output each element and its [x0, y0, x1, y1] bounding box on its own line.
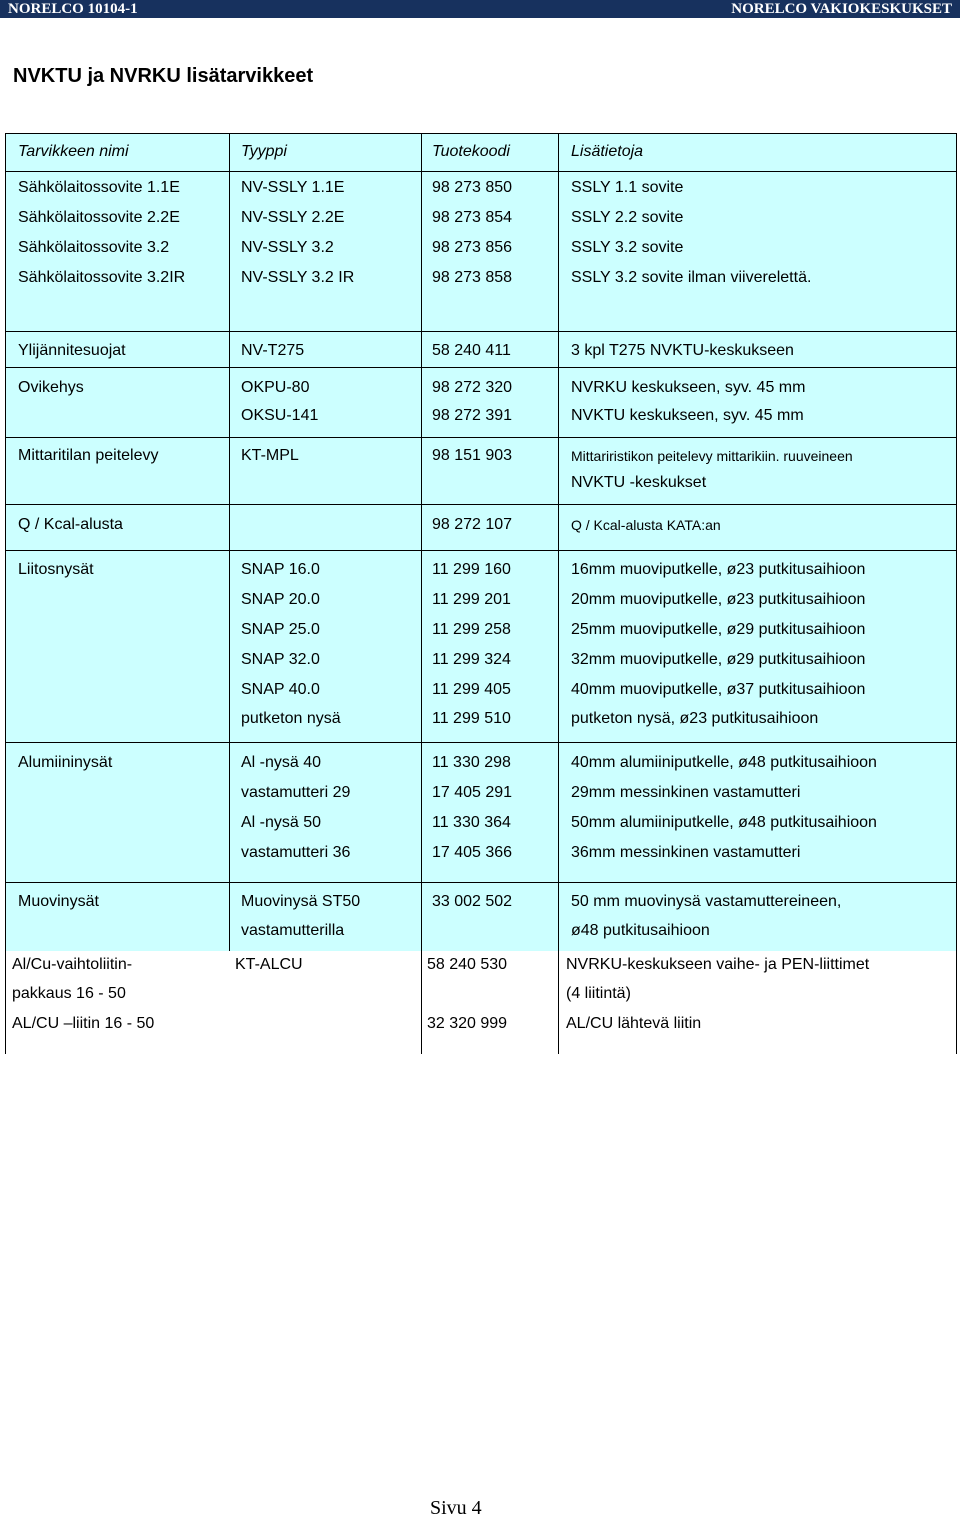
cell-info: 32mm muoviputkelle, ø29 putkitusaihioon: [571, 651, 866, 668]
row-separator: [5, 331, 957, 332]
cell-name: Sähkölaitossovite 1.1E: [18, 179, 180, 196]
cell-code: 58 240 411: [432, 342, 511, 359]
column-header-info: Lisätietoja: [571, 143, 644, 160]
table-right-border: [956, 133, 957, 1054]
cell-info: SSLY 3.2 sovite ilman viiverelettä.: [571, 269, 812, 286]
cell-info: 36mm messinkinen vastamutteri: [571, 844, 801, 861]
cell-name: Sähkölaitossovite 3.2: [18, 239, 170, 256]
cell-type: SNAP 16.0: [241, 561, 320, 578]
cell-info: Mittariristikon peitelevy mittarikiin. ruuveineen: [571, 448, 853, 464]
cell-name: Ylijännitesuojat: [18, 342, 126, 359]
cell-type: vastamutteri 29: [241, 784, 351, 801]
cell-type: NV-SSLY 2.2E: [241, 209, 345, 226]
cell-code: 11 299 160: [432, 561, 511, 578]
table-left-border: [5, 133, 6, 1054]
cell-type: Al -nysä 40: [241, 754, 322, 771]
cell-type: NV-SSLY 1.1E: [241, 179, 345, 196]
cell-info: SSLY 2.2 sovite: [571, 209, 684, 226]
cell-type: vastamutteri 36: [241, 844, 351, 861]
page-number: Sivu 4: [430, 1497, 482, 1519]
cell-name: pakkaus 16 - 50: [12, 985, 126, 1002]
cell-code: 98 273 858: [432, 269, 513, 286]
row-separator: [5, 504, 957, 505]
cell-type: SNAP 20.0: [241, 591, 320, 608]
cell-info: SSLY 1.1 sovite: [571, 179, 684, 196]
header-left-text: NORELCO 10104-1: [8, 1, 138, 17]
cell-info: NVRKU-keskukseen vaihe- ja PEN-liittimet: [566, 956, 870, 973]
cell-type: NV-SSLY 3.2: [241, 239, 334, 256]
cell-name: Liitosnysät: [18, 561, 94, 578]
cell-code: 17 405 291: [432, 784, 513, 801]
cell-info: NVKTU -keskukset: [571, 474, 707, 491]
cell-code: 58 240 530: [427, 956, 508, 973]
cell-name: Sähkölaitossovite 3.2IR: [18, 269, 186, 286]
column-divider: [421, 133, 422, 1054]
cell-type: SNAP 40.0: [241, 681, 320, 698]
table-top-border: [5, 133, 957, 134]
cell-type: OKSU-141: [241, 407, 319, 424]
cell-info: ø48 putkitusaihioon: [571, 922, 710, 939]
cell-type: NV-SSLY 3.2 IR: [241, 269, 355, 286]
cell-info: (4 liitintä): [566, 985, 631, 1002]
cell-type: OKPU-80: [241, 379, 310, 396]
cell-name: AL/CU –liitin 16 - 50: [12, 1015, 155, 1032]
cell-name: Al/Cu-vaihtoliitin-: [12, 956, 133, 973]
cell-code: 98 272 320: [432, 379, 513, 396]
cell-info: 50mm alumiiniputkelle, ø48 putkitusaihioon: [571, 814, 877, 831]
column-divider: [558, 133, 559, 1054]
cell-name: Sähkölaitossovite 2.2E: [18, 209, 180, 226]
cell-type: KT-MPL: [241, 447, 299, 464]
header-right-text: NORELCO VAKIOKESKUKSET: [731, 1, 952, 17]
cell-code: 32 320 999: [427, 1015, 508, 1032]
cell-code: 98 151 903: [432, 447, 513, 464]
cell-code: 98 273 850: [432, 179, 513, 196]
cell-name: Mittaritilan peitelevy: [18, 447, 159, 464]
row-separator: [5, 742, 957, 743]
cell-info: NVKTU keskukseen, syv. 45 mm: [571, 407, 804, 424]
column-divider: [229, 133, 230, 951]
cell-info: 25mm muoviputkelle, ø29 putkitusaihioon: [571, 621, 866, 638]
column-header-code: Tuotekoodi: [432, 143, 510, 160]
cell-info: 40mm muoviputkelle, ø37 putkitusaihioon: [571, 681, 866, 698]
cell-code: 11 330 364: [432, 814, 511, 831]
cell-name: Q / Kcal-alusta: [18, 516, 123, 533]
cell-code: 11 299 405: [432, 681, 511, 698]
cell-code: 33 002 502: [432, 893, 513, 910]
page-title: NVKTU ja NVRKU lisätarvikkeet: [13, 65, 314, 87]
document-header-bar: [0, 0, 960, 18]
cell-code: 98 273 854: [432, 209, 513, 226]
cell-type: NV-T275: [241, 342, 305, 359]
cell-code: 11 299 258: [432, 621, 511, 638]
cell-code: 11 330 298: [432, 754, 511, 771]
cell-code: 17 405 366: [432, 844, 513, 861]
row-separator: [5, 367, 957, 368]
cell-info: NVRKU keskukseen, syv. 45 mm: [571, 379, 806, 396]
row-separator: [5, 550, 957, 551]
cell-code: 98 272 107: [432, 516, 513, 533]
column-header-type: Tyyppi: [241, 143, 287, 160]
cell-type: vastamutterilla: [241, 922, 345, 939]
cell-name: Ovikehys: [18, 379, 84, 396]
cell-info: 40mm alumiiniputkelle, ø48 putkitusaihioon: [571, 754, 877, 771]
cell-info: 3 kpl T275 NVKTU-keskukseen: [571, 342, 794, 359]
column-header-name: Tarvikkeen nimi: [18, 143, 129, 160]
cell-info: 29mm messinkinen vastamutteri: [571, 784, 801, 801]
cell-code: 98 273 856: [432, 239, 513, 256]
cell-info: 16mm muoviputkelle, ø23 putkitusaihioon: [571, 561, 866, 578]
cell-type: Al -nysä 50: [241, 814, 322, 831]
row-separator: [5, 882, 957, 883]
cell-type: Muovinysä ST50: [241, 893, 361, 910]
cell-code: 11 299 324: [432, 651, 511, 668]
row-separator: [5, 171, 957, 172]
cell-info: 20mm muoviputkelle, ø23 putkitusaihioon: [571, 591, 866, 608]
cell-type: putketon nysä: [241, 710, 341, 727]
cell-type: SNAP 32.0: [241, 651, 320, 668]
cell-info: AL/CU lähtevä liitin: [566, 1015, 702, 1032]
cell-info: SSLY 3.2 sovite: [571, 239, 684, 256]
cell-code: 11 299 510: [432, 710, 511, 727]
row-separator: [5, 437, 957, 438]
cell-code: 11 299 201: [432, 591, 511, 608]
cell-name: Alumiininysät: [18, 754, 113, 771]
cell-info: Q / Kcal-alusta KATA:an: [571, 517, 721, 533]
cell-name: Muovinysät: [18, 893, 99, 910]
cell-type: KT-ALCU: [235, 956, 303, 973]
cell-info: putketon nysä, ø23 putkitusaihioon: [571, 710, 819, 727]
cell-type: SNAP 25.0: [241, 621, 320, 638]
cell-code: 98 272 391: [432, 407, 513, 424]
cell-info: 50 mm muovinysä vastamuttereineen,: [571, 893, 842, 910]
